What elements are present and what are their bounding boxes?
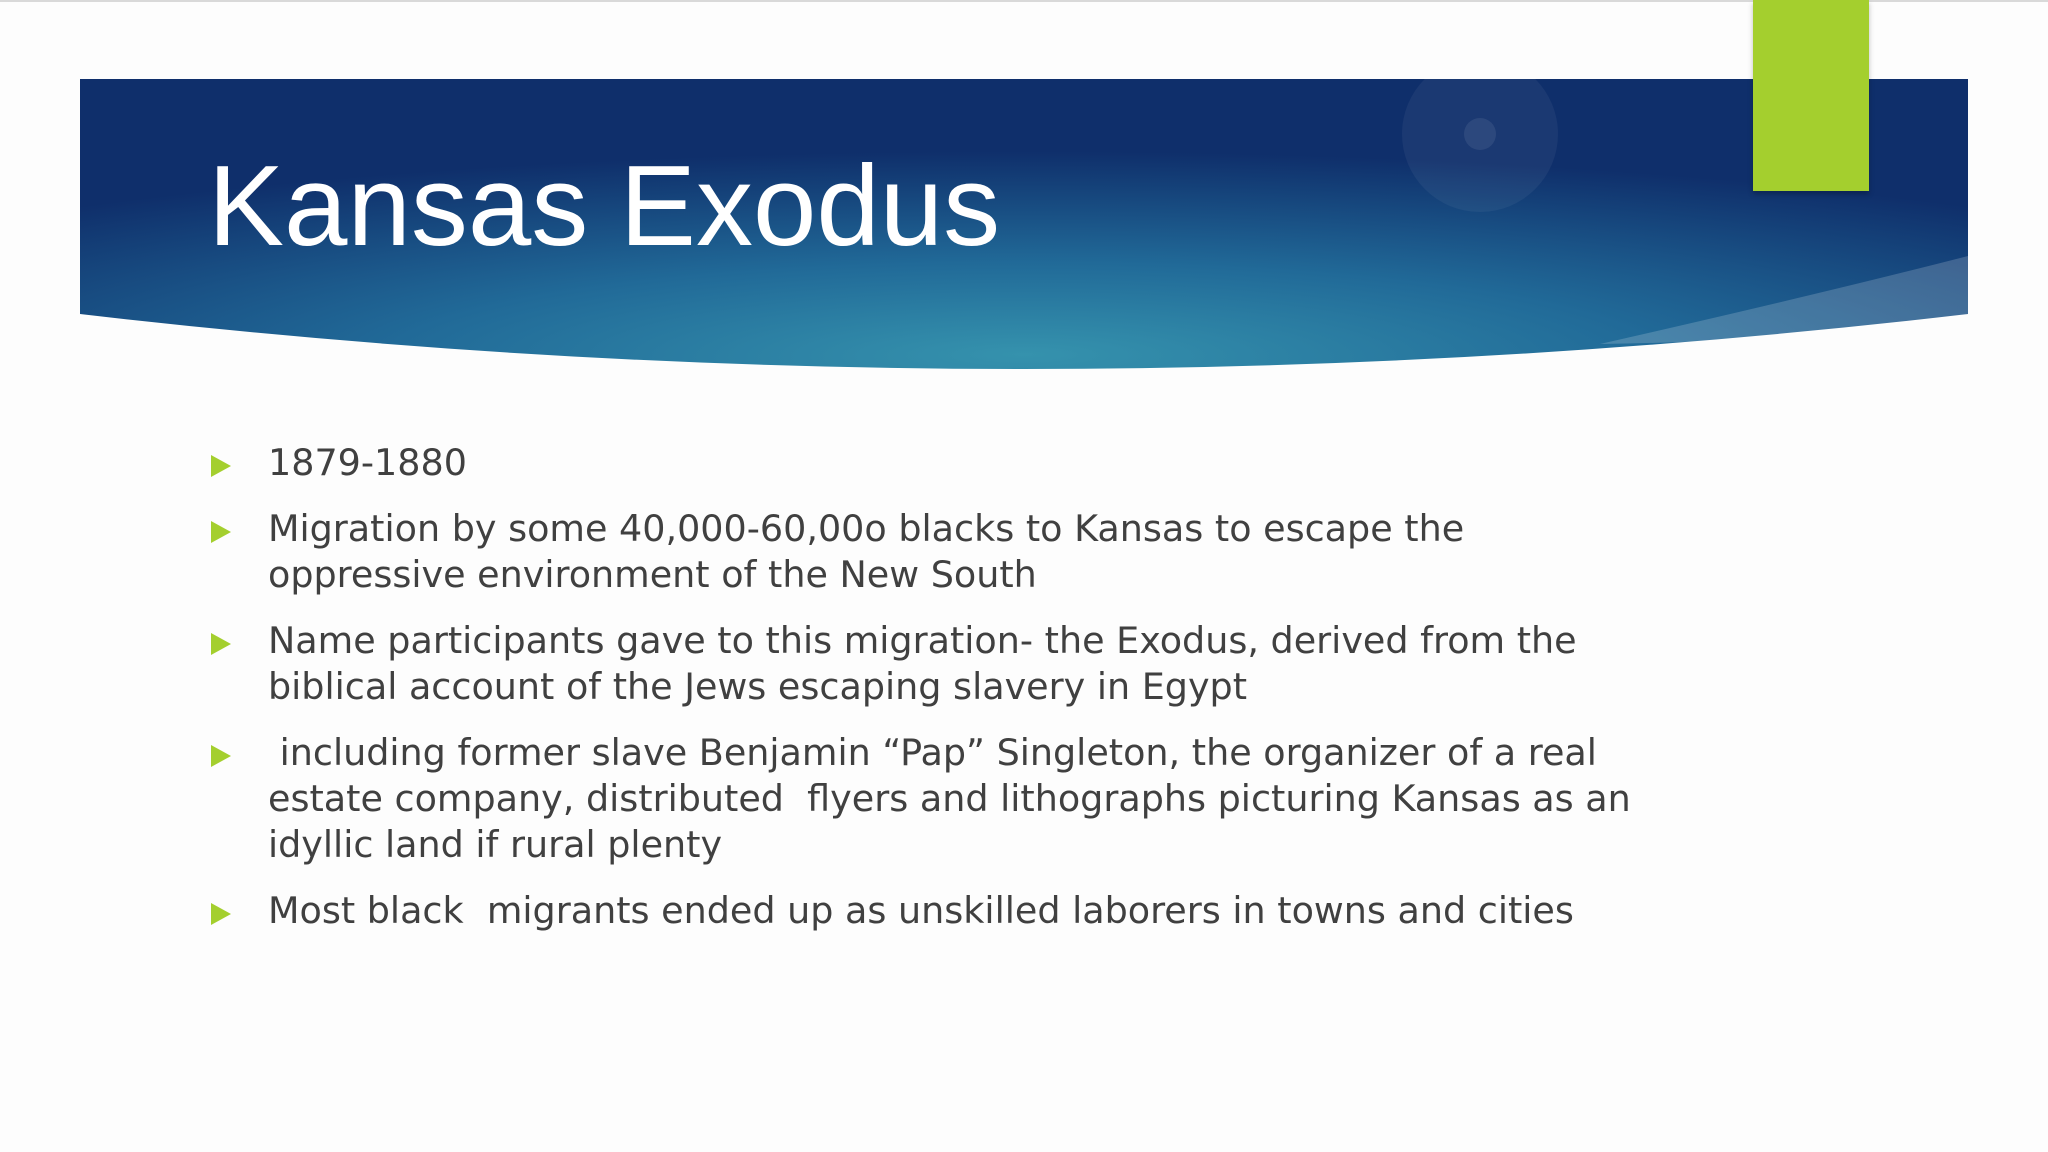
- bullet-item: [208, 888, 1668, 934]
- bullet-text: Most black migrants ended up as unskilled laborers in towns and cities: [268, 889, 1574, 932]
- arrow-bullet-icon: [211, 455, 231, 477]
- accent-tab: [1753, 0, 1869, 191]
- bullet-item: [208, 618, 1668, 710]
- arrow-bullet-icon: [211, 903, 231, 925]
- slide-top-border: [0, 0, 2048, 2]
- bullet-list: [208, 440, 1668, 954]
- arrow-bullet-icon: [211, 745, 231, 767]
- bullet-text: 1879-1880: [268, 441, 467, 484]
- bullet-text: Migration by some 40,000-60,00o blacks to Kansas to escape the oppressive environment of the New South: [268, 507, 1465, 596]
- bullet-text: including former slave Benjamin “Pap” Singleton, the organizer of a real estate company, distributed flyers and lithographs picturing Kansas as an idyllic land if rural plenty: [268, 731, 1643, 866]
- bullet-text: Name participants gave to this migration- the Exodus, derived from the biblical account of the Jews escaping slavery in Egypt: [268, 619, 1577, 708]
- arrow-bullet-icon: [211, 633, 231, 655]
- bullet-item: [208, 506, 1668, 598]
- bullet-item: [208, 730, 1668, 868]
- bullet-item: [208, 440, 1668, 486]
- arrow-bullet-icon: [211, 521, 231, 543]
- slide-title: Kansas Exodus: [208, 143, 1001, 270]
